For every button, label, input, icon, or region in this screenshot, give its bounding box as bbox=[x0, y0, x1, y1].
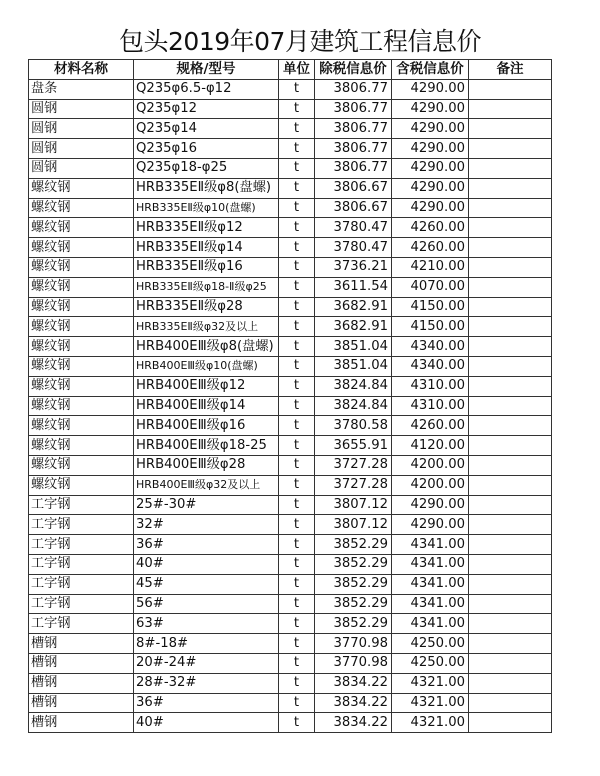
note-cell bbox=[469, 653, 552, 673]
unit-cell: t bbox=[279, 693, 315, 713]
spec-cell: HRB335EⅡ级φ8(盘螺) bbox=[134, 178, 279, 198]
note-cell bbox=[469, 713, 552, 733]
note-cell bbox=[469, 337, 552, 357]
table-row bbox=[29, 79, 552, 99]
table-row bbox=[29, 594, 552, 614]
spec-cell: HRB400EⅢ级φ12 bbox=[134, 376, 279, 396]
unit-cell: t bbox=[279, 396, 315, 416]
unit-cell: t bbox=[279, 455, 315, 475]
spec-cell: HRB400EⅢ级φ16 bbox=[134, 416, 279, 436]
table-row bbox=[29, 158, 552, 178]
table-header-row bbox=[29, 60, 552, 80]
table-row bbox=[29, 257, 552, 277]
unit-cell: t bbox=[279, 198, 315, 218]
with-tax-price-cell: 4290.00 bbox=[392, 515, 469, 535]
pre-tax-price-cell: 3770.98 bbox=[315, 634, 392, 654]
note-cell bbox=[469, 218, 552, 238]
material-name-cell: 工字钢 bbox=[29, 574, 134, 594]
table-row bbox=[29, 554, 552, 574]
note-cell bbox=[469, 297, 552, 317]
spec-cell: Q235φ14 bbox=[134, 119, 279, 139]
note-cell bbox=[469, 515, 552, 535]
unit-cell: t bbox=[279, 356, 315, 376]
unit-cell: t bbox=[279, 238, 315, 258]
table-row bbox=[29, 535, 552, 555]
pre-tax-price-cell: 3727.28 bbox=[315, 455, 392, 475]
pre-tax-price-cell: 3806.77 bbox=[315, 99, 392, 119]
material-name-cell: 工字钢 bbox=[29, 594, 134, 614]
pre-tax-price-cell: 3824.84 bbox=[315, 376, 392, 396]
spec-cell: Q235φ16 bbox=[134, 139, 279, 159]
unit-cell: t bbox=[279, 79, 315, 99]
pre-tax-price-cell: 3736.21 bbox=[315, 257, 392, 277]
column-header-unit: 单位 bbox=[279, 60, 315, 80]
with-tax-price-cell: 4120.00 bbox=[392, 436, 469, 456]
unit-cell: t bbox=[279, 416, 315, 436]
table-row bbox=[29, 436, 552, 456]
unit-cell: t bbox=[279, 634, 315, 654]
table-row bbox=[29, 337, 552, 357]
column-header-with-tax-price: 含税信息价 bbox=[392, 60, 469, 80]
note-cell bbox=[469, 634, 552, 654]
with-tax-price-cell: 4290.00 bbox=[392, 139, 469, 159]
spec-cell: 63# bbox=[134, 614, 279, 634]
spec-cell: 8#-18# bbox=[134, 634, 279, 654]
with-tax-price-cell: 4310.00 bbox=[392, 396, 469, 416]
table-row bbox=[29, 178, 552, 198]
spec-cell: 36# bbox=[134, 535, 279, 555]
pre-tax-price-cell: 3780.47 bbox=[315, 218, 392, 238]
pre-tax-price-cell: 3806.67 bbox=[315, 198, 392, 218]
with-tax-price-cell: 4070.00 bbox=[392, 277, 469, 297]
pre-tax-price-cell: 3780.58 bbox=[315, 416, 392, 436]
with-tax-price-cell: 4310.00 bbox=[392, 376, 469, 396]
with-tax-price-cell: 4290.00 bbox=[392, 158, 469, 178]
material-name-cell: 螺纹钢 bbox=[29, 416, 134, 436]
unit-cell: t bbox=[279, 495, 315, 515]
note-cell bbox=[469, 99, 552, 119]
pre-tax-price-cell: 3852.29 bbox=[315, 574, 392, 594]
with-tax-price-cell: 4341.00 bbox=[392, 574, 469, 594]
with-tax-price-cell: 4250.00 bbox=[392, 653, 469, 673]
spec-cell: HRB400EⅢ级φ8(盘螺) bbox=[134, 337, 279, 357]
with-tax-price-cell: 4290.00 bbox=[392, 178, 469, 198]
material-name-cell: 圆钢 bbox=[29, 158, 134, 178]
spec-cell: HRB400EⅢ级φ28 bbox=[134, 455, 279, 475]
spec-cell: HRB335EⅡ级φ14 bbox=[134, 238, 279, 258]
spec-cell: HRB335EⅡ级φ10(盘螺) bbox=[134, 198, 279, 218]
table-row bbox=[29, 455, 552, 475]
material-name-cell: 螺纹钢 bbox=[29, 198, 134, 218]
note-cell bbox=[469, 139, 552, 159]
material-name-cell: 螺纹钢 bbox=[29, 317, 134, 337]
note-cell bbox=[469, 574, 552, 594]
note-cell bbox=[469, 317, 552, 337]
pre-tax-price-cell: 3806.77 bbox=[315, 119, 392, 139]
note-cell bbox=[469, 436, 552, 456]
unit-cell: t bbox=[279, 376, 315, 396]
table-row bbox=[29, 673, 552, 693]
spec-cell: HRB335EⅡ级φ28 bbox=[134, 297, 279, 317]
table-row bbox=[29, 139, 552, 159]
with-tax-price-cell: 4340.00 bbox=[392, 337, 469, 357]
material-name-cell: 螺纹钢 bbox=[29, 218, 134, 238]
material-name-cell: 工字钢 bbox=[29, 495, 134, 515]
note-cell bbox=[469, 594, 552, 614]
with-tax-price-cell: 4340.00 bbox=[392, 356, 469, 376]
material-name-cell: 螺纹钢 bbox=[29, 455, 134, 475]
unit-cell: t bbox=[279, 297, 315, 317]
spec-cell: 36# bbox=[134, 693, 279, 713]
note-cell bbox=[469, 198, 552, 218]
unit-cell: t bbox=[279, 535, 315, 555]
price-table bbox=[28, 59, 552, 733]
unit-cell: t bbox=[279, 436, 315, 456]
spec-cell: Q235φ18-φ25 bbox=[134, 158, 279, 178]
table-row bbox=[29, 515, 552, 535]
unit-cell: t bbox=[279, 475, 315, 495]
pre-tax-price-cell: 3852.29 bbox=[315, 594, 392, 614]
with-tax-price-cell: 4200.00 bbox=[392, 455, 469, 475]
with-tax-price-cell: 4260.00 bbox=[392, 238, 469, 258]
with-tax-price-cell: 4290.00 bbox=[392, 495, 469, 515]
pre-tax-price-cell: 3852.29 bbox=[315, 554, 392, 574]
note-cell bbox=[469, 693, 552, 713]
column-header-pre-tax-price: 除税信息价 bbox=[315, 60, 392, 80]
note-cell bbox=[469, 158, 552, 178]
with-tax-price-cell: 4150.00 bbox=[392, 317, 469, 337]
material-name-cell: 螺纹钢 bbox=[29, 436, 134, 456]
unit-cell: t bbox=[279, 218, 315, 238]
note-cell bbox=[469, 554, 552, 574]
table-row bbox=[29, 693, 552, 713]
note-cell bbox=[469, 475, 552, 495]
with-tax-price-cell: 4290.00 bbox=[392, 119, 469, 139]
with-tax-price-cell: 4210.00 bbox=[392, 257, 469, 277]
page-title: 包头2019年07月建筑工程信息价 bbox=[119, 27, 481, 56]
spec-cell: HRB335EⅡ级φ16 bbox=[134, 257, 279, 277]
unit-cell: t bbox=[279, 99, 315, 119]
note-cell bbox=[469, 238, 552, 258]
pre-tax-price-cell: 3807.12 bbox=[315, 495, 392, 515]
note-cell bbox=[469, 416, 552, 436]
column-header-spec: 规格/型号 bbox=[134, 60, 279, 80]
table-body bbox=[29, 79, 552, 732]
note-cell bbox=[469, 178, 552, 198]
pre-tax-price-cell: 3806.67 bbox=[315, 178, 392, 198]
with-tax-price-cell: 4341.00 bbox=[392, 594, 469, 614]
table-row bbox=[29, 218, 552, 238]
table-row bbox=[29, 119, 552, 139]
with-tax-price-cell: 4321.00 bbox=[392, 713, 469, 733]
note-cell bbox=[469, 396, 552, 416]
pre-tax-price-cell: 3851.04 bbox=[315, 356, 392, 376]
unit-cell: t bbox=[279, 594, 315, 614]
table-row bbox=[29, 317, 552, 337]
table-row bbox=[29, 198, 552, 218]
spec-cell: 32# bbox=[134, 515, 279, 535]
unit-cell: t bbox=[279, 139, 315, 159]
spec-cell: 25#-30# bbox=[134, 495, 279, 515]
with-tax-price-cell: 4321.00 bbox=[392, 693, 469, 713]
pre-tax-price-cell: 3824.84 bbox=[315, 396, 392, 416]
pre-tax-price-cell: 3807.12 bbox=[315, 515, 392, 535]
unit-cell: t bbox=[279, 178, 315, 198]
material-name-cell: 圆钢 bbox=[29, 119, 134, 139]
table-row bbox=[29, 297, 552, 317]
note-cell bbox=[469, 356, 552, 376]
material-name-cell: 槽钢 bbox=[29, 673, 134, 693]
table-row bbox=[29, 713, 552, 733]
material-name-cell: 螺纹钢 bbox=[29, 238, 134, 258]
spec-cell: Q235φ12 bbox=[134, 99, 279, 119]
spec-cell: Q235φ6.5-φ12 bbox=[134, 79, 279, 99]
pre-tax-price-cell: 3852.29 bbox=[315, 614, 392, 634]
spec-cell: HRB335EⅡ级φ12 bbox=[134, 218, 279, 238]
table-row bbox=[29, 356, 552, 376]
material-name-cell: 圆钢 bbox=[29, 139, 134, 159]
with-tax-price-cell: 4150.00 bbox=[392, 297, 469, 317]
material-name-cell: 槽钢 bbox=[29, 713, 134, 733]
note-cell bbox=[469, 257, 552, 277]
material-name-cell: 工字钢 bbox=[29, 535, 134, 555]
unit-cell: t bbox=[279, 158, 315, 178]
material-name-cell: 螺纹钢 bbox=[29, 475, 134, 495]
unit-cell: t bbox=[279, 317, 315, 337]
pre-tax-price-cell: 3834.22 bbox=[315, 713, 392, 733]
unit-cell: t bbox=[279, 515, 315, 535]
table-row bbox=[29, 396, 552, 416]
unit-cell: t bbox=[279, 673, 315, 693]
pre-tax-price-cell: 3851.04 bbox=[315, 337, 392, 357]
material-name-cell: 槽钢 bbox=[29, 693, 134, 713]
unit-cell: t bbox=[279, 554, 315, 574]
pre-tax-price-cell: 3727.28 bbox=[315, 475, 392, 495]
note-cell bbox=[469, 277, 552, 297]
note-cell bbox=[469, 455, 552, 475]
table-row bbox=[29, 495, 552, 515]
table-row bbox=[29, 99, 552, 119]
pre-tax-price-cell: 3834.22 bbox=[315, 673, 392, 693]
material-name-cell: 螺纹钢 bbox=[29, 297, 134, 317]
material-name-cell: 螺纹钢 bbox=[29, 277, 134, 297]
spec-cell: 20#-24# bbox=[134, 653, 279, 673]
with-tax-price-cell: 4290.00 bbox=[392, 99, 469, 119]
material-name-cell: 圆钢 bbox=[29, 99, 134, 119]
spec-cell: HRB335EⅡ级φ32及以上 bbox=[134, 317, 279, 337]
spec-cell: HRB400EⅢ级φ14 bbox=[134, 396, 279, 416]
spec-cell: 28#-32# bbox=[134, 673, 279, 693]
table-row bbox=[29, 614, 552, 634]
material-name-cell: 槽钢 bbox=[29, 634, 134, 654]
with-tax-price-cell: 4290.00 bbox=[392, 198, 469, 218]
spec-cell: 40# bbox=[134, 554, 279, 574]
pre-tax-price-cell: 3806.77 bbox=[315, 139, 392, 159]
unit-cell: t bbox=[279, 614, 315, 634]
unit-cell: t bbox=[279, 119, 315, 139]
material-name-cell: 螺纹钢 bbox=[29, 396, 134, 416]
note-cell bbox=[469, 119, 552, 139]
with-tax-price-cell: 4200.00 bbox=[392, 475, 469, 495]
spec-cell: HRB400EⅢ级φ10(盘螺) bbox=[134, 356, 279, 376]
spec-cell: 40# bbox=[134, 713, 279, 733]
column-header-note: 备注 bbox=[469, 60, 552, 80]
table-row bbox=[29, 653, 552, 673]
with-tax-price-cell: 4250.00 bbox=[392, 634, 469, 654]
pre-tax-price-cell: 3834.22 bbox=[315, 693, 392, 713]
pre-tax-price-cell: 3655.91 bbox=[315, 436, 392, 456]
unit-cell: t bbox=[279, 653, 315, 673]
note-cell bbox=[469, 495, 552, 515]
pre-tax-price-cell: 3852.29 bbox=[315, 535, 392, 555]
spec-cell: 56# bbox=[134, 594, 279, 614]
spec-cell: 45# bbox=[134, 574, 279, 594]
with-tax-price-cell: 4260.00 bbox=[392, 416, 469, 436]
with-tax-price-cell: 4321.00 bbox=[392, 673, 469, 693]
table-row bbox=[29, 238, 552, 258]
unit-cell: t bbox=[279, 337, 315, 357]
with-tax-price-cell: 4260.00 bbox=[392, 218, 469, 238]
material-name-cell: 螺纹钢 bbox=[29, 337, 134, 357]
with-tax-price-cell: 4341.00 bbox=[392, 535, 469, 555]
with-tax-price-cell: 4290.00 bbox=[392, 79, 469, 99]
table-row bbox=[29, 376, 552, 396]
unit-cell: t bbox=[279, 713, 315, 733]
unit-cell: t bbox=[279, 574, 315, 594]
note-cell bbox=[469, 535, 552, 555]
spec-cell: HRB400EⅢ级φ18-25 bbox=[134, 436, 279, 456]
pre-tax-price-cell: 3780.47 bbox=[315, 238, 392, 258]
table-row bbox=[29, 416, 552, 436]
material-name-cell: 螺纹钢 bbox=[29, 257, 134, 277]
spec-cell: HRB335EⅡ级φ18-Ⅱ级φ25 bbox=[134, 277, 279, 297]
unit-cell: t bbox=[279, 277, 315, 297]
column-header-material-name: 材料名称 bbox=[29, 60, 134, 80]
note-cell bbox=[469, 376, 552, 396]
unit-cell: t bbox=[279, 257, 315, 277]
with-tax-price-cell: 4341.00 bbox=[392, 614, 469, 634]
with-tax-price-cell: 4341.00 bbox=[392, 554, 469, 574]
pre-tax-price-cell: 3806.77 bbox=[315, 79, 392, 99]
table-row bbox=[29, 574, 552, 594]
pre-tax-price-cell: 3806.77 bbox=[315, 158, 392, 178]
material-name-cell: 工字钢 bbox=[29, 515, 134, 535]
table-row bbox=[29, 634, 552, 654]
pre-tax-price-cell: 3611.54 bbox=[315, 277, 392, 297]
material-name-cell: 工字钢 bbox=[29, 614, 134, 634]
note-cell bbox=[469, 79, 552, 99]
table-row bbox=[29, 475, 552, 495]
pre-tax-price-cell: 3770.98 bbox=[315, 653, 392, 673]
material-name-cell: 螺纹钢 bbox=[29, 376, 134, 396]
material-name-cell: 盘条 bbox=[29, 79, 134, 99]
note-cell bbox=[469, 614, 552, 634]
pre-tax-price-cell: 3682.91 bbox=[315, 297, 392, 317]
material-name-cell: 螺纹钢 bbox=[29, 178, 134, 198]
table-row bbox=[29, 277, 552, 297]
pre-tax-price-cell: 3682.91 bbox=[315, 317, 392, 337]
material-name-cell: 槽钢 bbox=[29, 653, 134, 673]
note-cell bbox=[469, 673, 552, 693]
material-name-cell: 工字钢 bbox=[29, 554, 134, 574]
material-name-cell: 螺纹钢 bbox=[29, 356, 134, 376]
spec-cell: HRB400EⅢ级φ32及以上 bbox=[134, 475, 279, 495]
